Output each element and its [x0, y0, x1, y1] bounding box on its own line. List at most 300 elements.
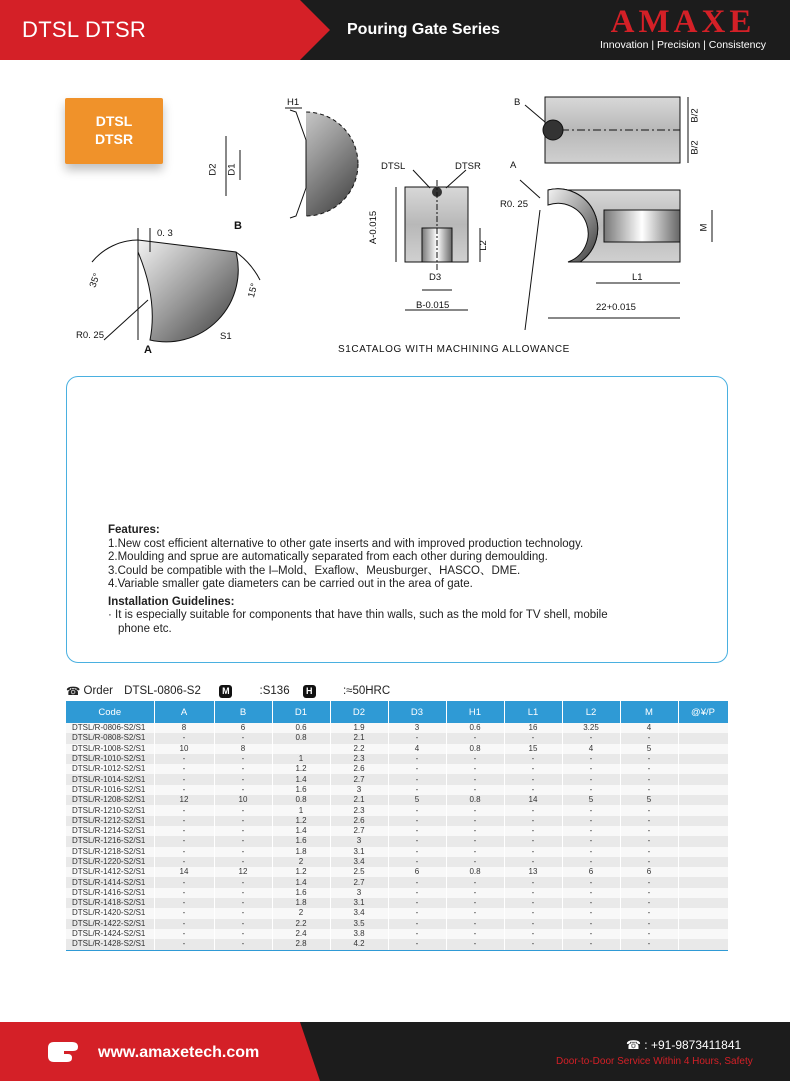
table-cell: -	[562, 877, 620, 887]
table-cell: -	[388, 733, 446, 743]
label-22-tol: 22+0.015	[596, 302, 636, 313]
table-cell: 1.2	[272, 816, 330, 826]
table-cell: DTSL/R-1418-S2/S1	[66, 898, 154, 908]
phone-icon: ☎	[66, 686, 81, 698]
table-cell	[678, 847, 728, 857]
table-cell: -	[504, 857, 562, 867]
table-cell: 3	[330, 836, 388, 846]
table-cell: -	[504, 929, 562, 939]
table-cell: DTSL/R-1422-S2/S1	[66, 919, 154, 929]
table-cell: 0.8	[446, 744, 504, 754]
badge-line2: DTSR	[94, 131, 134, 147]
table-cell: -	[446, 877, 504, 887]
table-row	[66, 723, 728, 733]
top-block-view	[525, 97, 688, 163]
table-row	[66, 847, 728, 857]
label-a-top: A	[510, 160, 517, 171]
product-code: DTSL DTSR	[22, 17, 147, 42]
table-cell: 1	[272, 754, 330, 764]
table-cell: -	[562, 908, 620, 918]
table-cell: 1.6	[272, 785, 330, 795]
table-cell: -	[504, 764, 562, 774]
table-row	[66, 877, 728, 887]
table-cell: -	[504, 754, 562, 764]
table-cell: 10	[214, 795, 272, 805]
table-cell: -	[446, 754, 504, 764]
table-cell: -	[620, 898, 678, 908]
table-cell: -	[504, 836, 562, 846]
table-cell	[678, 867, 728, 877]
table-cell: DTSL/R-1012-S2/S1	[66, 764, 154, 774]
table-cell: 1.8	[272, 898, 330, 908]
table-cell: -	[504, 877, 562, 887]
table-cell: 2.3	[330, 805, 388, 815]
table-cell: -	[388, 816, 446, 826]
table-cell: 2	[272, 857, 330, 867]
table-cell: -	[154, 919, 214, 929]
table-cell: -	[388, 774, 446, 784]
table-cell: 1.4	[272, 877, 330, 887]
install-item: phone etc.	[118, 622, 172, 635]
table-cell	[678, 774, 728, 784]
label-h1: H1	[287, 97, 300, 108]
table-cell: DTSL/R-1220-S2/S1	[66, 857, 154, 867]
column-header: L1	[504, 701, 562, 723]
table-cell: -	[388, 919, 446, 929]
table-cell: 3.1	[330, 847, 388, 857]
table-cell: 2.7	[330, 877, 388, 887]
table-cell: 8	[154, 723, 214, 733]
table-cell: -	[504, 847, 562, 857]
table-row	[66, 836, 728, 846]
table-cell: -	[620, 826, 678, 836]
table-cell: 1.6	[272, 888, 330, 898]
table-cell	[678, 785, 728, 795]
table-cell: 1.4	[272, 774, 330, 784]
front-block-view	[396, 170, 480, 310]
table-row	[66, 754, 728, 764]
table-cell: 2.4	[272, 929, 330, 939]
table-cell: 10	[154, 744, 214, 754]
label-a-detail: A	[144, 344, 152, 356]
table-cell: -	[446, 898, 504, 908]
table-cell: -	[388, 908, 446, 918]
table-cell: -	[388, 888, 446, 898]
label-l2: L2	[477, 240, 489, 251]
table-cell	[678, 908, 728, 918]
table-cell: 6	[562, 867, 620, 877]
table-cell: 2	[272, 908, 330, 918]
table-cell: -	[154, 733, 214, 743]
table-cell: -	[504, 908, 562, 918]
table-cell: -	[446, 929, 504, 939]
table-cell: 12	[214, 867, 272, 877]
table-cell	[678, 929, 728, 939]
column-header: D2	[330, 701, 388, 723]
table-row	[66, 733, 728, 743]
table-row	[66, 764, 728, 774]
table-cell: -	[504, 939, 562, 949]
table-cell: DTSL/R-1016-S2/S1	[66, 785, 154, 795]
table-cell: -	[620, 774, 678, 784]
table-cell: 4	[388, 744, 446, 754]
phone-icon: ☎	[626, 1038, 641, 1052]
table-cell: 3.4	[330, 857, 388, 867]
table-cell: -	[620, 919, 678, 929]
table-cell: -	[562, 816, 620, 826]
label-d1: D1	[226, 163, 238, 176]
table-cell: -	[214, 919, 272, 929]
table-cell: 15	[504, 744, 562, 754]
table-cell	[678, 826, 728, 836]
table-cell: 2.1	[330, 733, 388, 743]
table-cell: -	[388, 754, 446, 764]
table-cell: 1	[272, 805, 330, 815]
table-cell: 6	[214, 723, 272, 733]
table-row	[66, 744, 728, 754]
table-cell: -	[562, 888, 620, 898]
table-cell: -	[504, 898, 562, 908]
label-m: M	[698, 223, 710, 232]
table-cell: -	[504, 826, 562, 836]
table-cell: -	[214, 805, 272, 815]
table-cell: 3	[330, 888, 388, 898]
table-cell: -	[620, 805, 678, 815]
table-cell: DTSL/R-1214-S2/S1	[66, 826, 154, 836]
table-cell	[678, 888, 728, 898]
table-cell: -	[504, 733, 562, 743]
table-cell: -	[504, 919, 562, 929]
table-cell: DTSL/R-1010-S2/S1	[66, 754, 154, 764]
table-cell: -	[154, 774, 214, 784]
table-cell: -	[562, 919, 620, 929]
table-cell: DTSL/R-1008-S2/S1	[66, 744, 154, 754]
pointing-hand-icon	[46, 1038, 86, 1066]
table-cell: -	[562, 847, 620, 857]
table-cell: -	[214, 764, 272, 774]
column-header: D1	[272, 701, 330, 723]
label-a-tol: A-0.015	[368, 210, 380, 245]
table-cell	[678, 795, 728, 805]
table-cell	[678, 754, 728, 764]
table-cell: 1.8	[272, 847, 330, 857]
table-cell: -	[214, 733, 272, 743]
table-cell: 6	[620, 867, 678, 877]
hardness-icon: H	[303, 685, 316, 698]
label-dtsl: DTSL	[381, 161, 406, 172]
feature-item: 4.Variable smaller gate diameters can be carried out in the area of gate.	[108, 578, 473, 590]
table-cell: DTSL/R-0808-S2/S1	[66, 733, 154, 743]
table-cell: -	[154, 826, 214, 836]
label-b-half-2: B/2	[689, 140, 701, 155]
series-title: Pouring Gate Series	[347, 21, 500, 38]
technical-drawing	[0, 0, 790, 370]
material-value: :S136	[259, 685, 290, 697]
table-cell	[678, 744, 728, 754]
table-cell: DTSL/R-1424-S2/S1	[66, 929, 154, 939]
phone-number	[626, 1038, 741, 1052]
label-d3: D3	[429, 272, 442, 283]
table-cell: -	[154, 785, 214, 795]
table-cell: 2.2	[330, 744, 388, 754]
feature-item: 2.Moulding and sprue are automatically separated from each other during demoulding.	[108, 551, 548, 563]
features-title: Features:	[108, 524, 160, 536]
table-cell: 1.9	[330, 723, 388, 733]
install-title: Installation Guidelines:	[108, 595, 235, 608]
table-cell: -	[620, 733, 678, 743]
table-cell: 1.6	[272, 836, 330, 846]
table-cell: -	[620, 785, 678, 795]
table-cell: 2.6	[330, 816, 388, 826]
label-dtsr: DTSR	[455, 161, 481, 172]
table-cell: 3.5	[330, 919, 388, 929]
table-cell: 3	[330, 785, 388, 795]
table-cell: 0.8	[446, 867, 504, 877]
table-cell: DTSL/R-1212-S2/S1	[66, 816, 154, 826]
table-cell: -	[446, 857, 504, 867]
table-cell	[678, 723, 728, 733]
table-cell: 0.8	[272, 733, 330, 743]
table-cell: 0.8	[272, 795, 330, 805]
table-body	[66, 723, 728, 950]
table-cell: -	[562, 929, 620, 939]
table-cell	[678, 898, 728, 908]
table-cell: 1.2	[272, 867, 330, 877]
table-cell: 8	[214, 744, 272, 754]
table-cell: -	[214, 857, 272, 867]
table-cell	[678, 877, 728, 887]
table-cell: -	[388, 805, 446, 815]
drawing-caption: S1CATALOG WITH MACHINING ALLOWANCE	[338, 344, 570, 355]
table-cell: -	[154, 929, 214, 939]
table-cell: -	[154, 857, 214, 867]
table-cell: 4	[562, 744, 620, 754]
label-l1: L1	[632, 272, 643, 283]
table-row	[66, 774, 728, 784]
table-cell: -	[214, 888, 272, 898]
spec-table	[66, 701, 729, 950]
service-note: Door-to-Door Service Within 4 Hours, Safety	[556, 1056, 753, 1067]
table-cell: 0.6	[446, 723, 504, 733]
label-0-3: 0. 3	[157, 228, 173, 239]
table-cell: -	[562, 826, 620, 836]
table-cell: -	[154, 805, 214, 815]
table-cell: -	[504, 774, 562, 784]
table-cell: -	[620, 847, 678, 857]
table-cell	[678, 816, 728, 826]
table-cell: DTSL/R-1412-S2/S1	[66, 867, 154, 877]
column-header: M	[620, 701, 678, 723]
table-cell: -	[620, 929, 678, 939]
table-cell: -	[154, 898, 214, 908]
table-cell	[678, 805, 728, 815]
table-row	[66, 939, 728, 949]
table-cell: 2.2	[272, 919, 330, 929]
table-cell	[678, 836, 728, 846]
table-cell	[678, 733, 728, 743]
table-cell: -	[562, 836, 620, 846]
table-cell: -	[620, 939, 678, 949]
table-cell: -	[388, 929, 446, 939]
table-cell: -	[214, 785, 272, 795]
table-row	[66, 888, 728, 898]
table-cell: -	[446, 764, 504, 774]
table-cell: -	[154, 908, 214, 918]
column-header: @¥/P	[678, 701, 728, 723]
table-row	[66, 826, 728, 836]
order-label: Order	[83, 685, 113, 697]
table-cell: -	[388, 877, 446, 887]
column-header: L2	[562, 701, 620, 723]
table-cell: -	[214, 754, 272, 764]
website-link[interactable]: www.amaxetech.com	[98, 1044, 260, 1061]
badge-line1: DTSL	[95, 113, 133, 129]
table-cell: -	[214, 826, 272, 836]
table-cell: -	[620, 836, 678, 846]
label-b-tol: B-0.015	[416, 300, 450, 311]
table-cell: -	[504, 888, 562, 898]
table-cell: DTSL/R-1428-S2/S1	[66, 939, 154, 949]
column-header: Code	[66, 701, 154, 723]
table-cell: -	[214, 929, 272, 939]
table-cell: -	[214, 836, 272, 846]
column-header: A	[154, 701, 214, 723]
table-cell	[678, 939, 728, 949]
table-cell: -	[154, 939, 214, 949]
table-cell: -	[446, 805, 504, 815]
table-cell: -	[214, 774, 272, 784]
table-cell: 14	[504, 795, 562, 805]
feature-item: 1.New cost efficient alternative to other gate inserts and with improved production technology.	[108, 537, 584, 550]
feature-item: 3.Could be compatible with the I–Mold、Exaflow、Meusburger、HASCO、DME.	[108, 564, 521, 577]
brand-tagline: Innovation | Precision | Consistency	[600, 39, 766, 51]
label-35-deg: 35°	[87, 271, 103, 290]
table-cell: -	[214, 877, 272, 887]
features-section	[108, 524, 698, 636]
table-cell: -	[446, 847, 504, 857]
table-cell: 12	[154, 795, 214, 805]
table-cell: -	[388, 939, 446, 949]
table-row	[66, 929, 728, 939]
table-cell: -	[562, 898, 620, 908]
table-cell: 4.2	[330, 939, 388, 949]
table-cell: DTSL/R-1216-S2/S1	[66, 836, 154, 846]
table-cell: -	[214, 898, 272, 908]
table-cell: 2.6	[330, 764, 388, 774]
table-cell: -	[620, 754, 678, 764]
table-cell	[272, 744, 330, 754]
table-cell: -	[620, 764, 678, 774]
label-b-top: B	[514, 97, 521, 108]
table-row	[66, 919, 728, 929]
table-cell: -	[446, 816, 504, 826]
table-cell: -	[214, 847, 272, 857]
table-cell: -	[620, 816, 678, 826]
table-cell: -	[388, 785, 446, 795]
table-cell: -	[154, 816, 214, 826]
table-cell: -	[446, 785, 504, 795]
table-cell: -	[388, 764, 446, 774]
label-15-deg: 15°	[246, 282, 261, 299]
table-cell: 13	[504, 867, 562, 877]
table-cell: -	[504, 785, 562, 795]
table-cell: DTSL/R-1420-S2/S1	[66, 908, 154, 918]
table-cell: 4	[620, 723, 678, 733]
phone-text: : +91-9873411841	[644, 1038, 742, 1052]
table-cell: 3.8	[330, 929, 388, 939]
table-cell: -	[562, 857, 620, 867]
table-cell: 3	[388, 723, 446, 733]
table-cell: 2.8	[272, 939, 330, 949]
table-cell: 5	[562, 795, 620, 805]
table-cell: 3.25	[562, 723, 620, 733]
table-cell: 2.7	[330, 774, 388, 784]
table-row	[66, 805, 728, 815]
table-cell: -	[562, 733, 620, 743]
table-cell: DTSL/R-0806-S2/S1	[66, 723, 154, 733]
label-d2: D2	[207, 163, 219, 176]
table-row	[66, 816, 728, 826]
table-cell: DTSL/R-1414-S2/S1	[66, 877, 154, 887]
table-cell: 5	[620, 744, 678, 754]
table-cell: DTSL/R-1208-S2/S1	[66, 795, 154, 805]
table-cell: -	[214, 816, 272, 826]
label-r025-side: R0. 25	[500, 199, 528, 210]
table-row	[66, 795, 728, 805]
table-cell: 2.5	[330, 867, 388, 877]
table-cell: -	[388, 847, 446, 857]
material-icon: M	[219, 685, 232, 698]
table-cell: -	[154, 877, 214, 887]
table-row	[66, 857, 728, 867]
table-cell	[678, 919, 728, 929]
table-cell: DTSL/R-1014-S2/S1	[66, 774, 154, 784]
table-cell: -	[154, 836, 214, 846]
table-cell: -	[446, 733, 504, 743]
table-row	[66, 898, 728, 908]
table-cell: -	[562, 764, 620, 774]
order-example: DTSL-0806-S2	[124, 685, 201, 697]
table-cell: -	[620, 877, 678, 887]
table-cell: 5	[620, 795, 678, 805]
table-cell: -	[214, 939, 272, 949]
table-cell: -	[562, 754, 620, 764]
table-cell: 6	[388, 867, 446, 877]
table-cell: -	[562, 939, 620, 949]
detail-a-view	[92, 228, 260, 342]
table-cell: -	[446, 888, 504, 898]
table-cell: 1.4	[272, 826, 330, 836]
table-cell: -	[446, 939, 504, 949]
table-cell: 2.3	[330, 754, 388, 764]
label-s1: S1	[220, 331, 232, 342]
table-cell: -	[388, 836, 446, 846]
label-b-half-1: B/2	[689, 108, 701, 123]
column-header: D3	[388, 701, 446, 723]
table-cell	[678, 857, 728, 867]
table-cell: 16	[504, 723, 562, 733]
table-cell: -	[154, 754, 214, 764]
table-cell: -	[446, 774, 504, 784]
install-item: · It is especially suitable for components that have thin walls, such as the mold for TV shell, mobile	[108, 609, 608, 621]
table-row	[66, 867, 728, 877]
table-cell	[678, 764, 728, 774]
table-cell: -	[388, 826, 446, 836]
table-cell: 3.4	[330, 908, 388, 918]
table-row	[66, 908, 728, 918]
table-header-row	[66, 701, 728, 723]
table-cell: DTSL/R-1210-S2/S1	[66, 805, 154, 815]
